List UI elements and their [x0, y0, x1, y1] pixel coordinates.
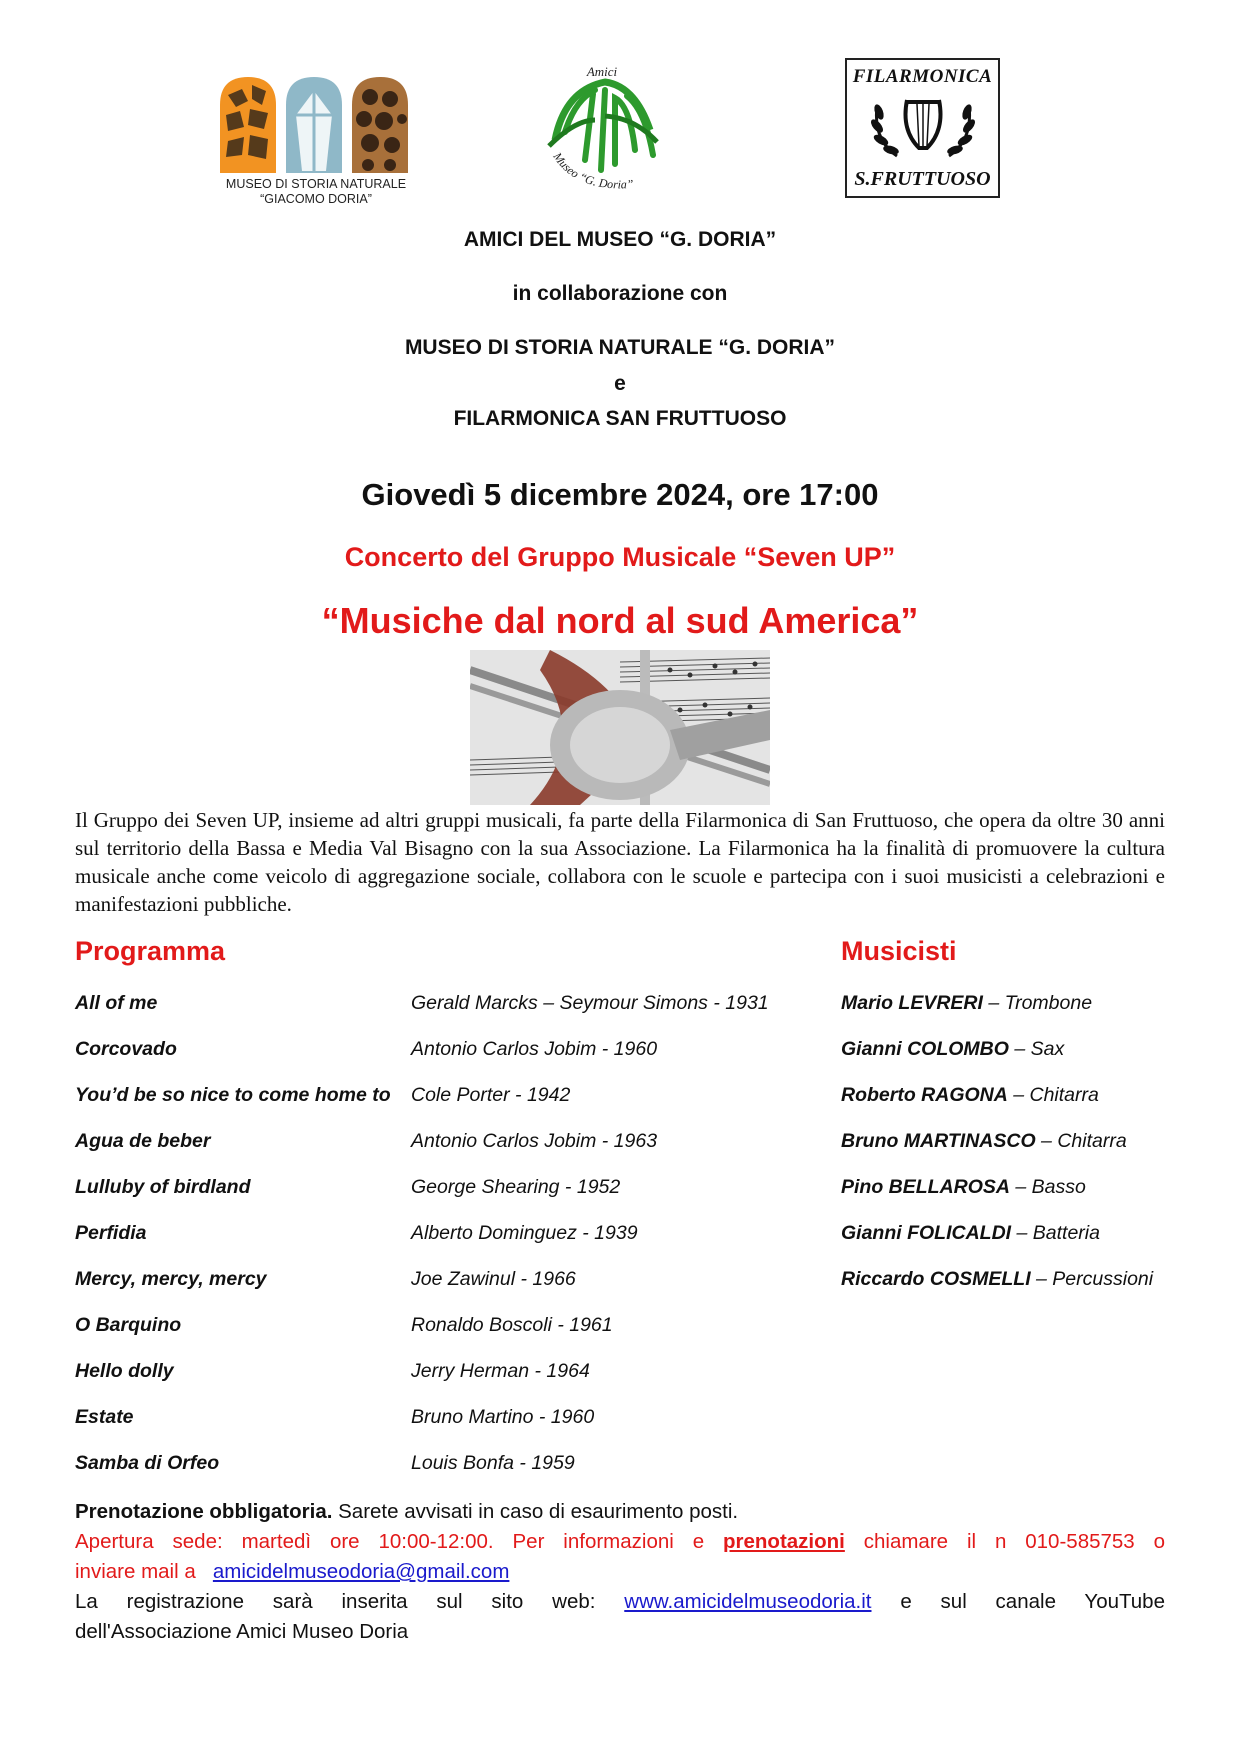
- mail-line: inviare mail a amicidelmuseodoria@gmail.com: [75, 1560, 510, 1583]
- program-song: All of me: [75, 992, 158, 1014]
- program-song: Hello dolly: [75, 1360, 174, 1382]
- program-author: Louis Bonfa - 1959: [411, 1452, 575, 1474]
- filarmonica-logo-bottom: S.FRUTTUOSO: [854, 168, 991, 190]
- program-song: Samba di Orfeo: [75, 1452, 220, 1474]
- website-link[interactable]: www.amicidelmuseodoria.it: [624, 1590, 872, 1613]
- program-author: Joe Zawinul - 1966: [411, 1268, 576, 1290]
- amici-logo: [535, 60, 670, 195]
- musician-row: Roberto RAGONA – Chitarra: [841, 1084, 1099, 1106]
- program-author: George Shearing - 1952: [411, 1176, 621, 1198]
- program-author: Jerry Herman - 1964: [411, 1360, 590, 1382]
- group-description: Il Gruppo dei Seven UP, insieme ad altri gruppi musicali, fa parte della Filarmonica di San Fruttuoso, che opera da oltre 30 anni sul territorio della Bassa e Media Val Bisagno con la sua Associazione. La Filarmonica ha la finalità di promuovere la cultura musicale anche come veicolo di aggregazione sociale, collabora con le scuole e partecipa con i suoi musicisti a celebrazioni e manifestazioni pubbliche.: [75, 808, 1165, 916]
- opening-line: Apertura sede: martedì ore 10:00-12:00. Per informazioni e prenotazioni chiamare il n 010-585753 o: [75, 1530, 1165, 1553]
- musician-row: Mario LEVRERI – Trombone: [841, 992, 1093, 1014]
- programma-title: Programma: [75, 936, 226, 966]
- concert-subtitle: “Musiche dal nord al sud America”: [321, 600, 919, 641]
- email-link[interactable]: amicidelmuseodoria@gmail.com: [212, 1560, 510, 1583]
- program-song: Mercy, mercy, mercy: [75, 1268, 267, 1290]
- program-author: Cole Porter - 1942: [411, 1084, 571, 1106]
- event-date: Giovedì 5 dicembre 2024, ore 17:00: [361, 477, 879, 512]
- registration-line: La registrazione sarà inserita sul sito web: www.amicidelmuseodoria.it e sul canale YouTube: [75, 1590, 1165, 1613]
- header-line1: AMICI DEL MUSEO “G. DORIA”: [463, 228, 777, 251]
- program-song: Agua de beber: [75, 1130, 211, 1152]
- museo-logo: [218, 75, 414, 210]
- program-author: Antonio Carlos Jobim - 1963: [411, 1130, 658, 1152]
- program-song: O Barquino: [75, 1314, 182, 1336]
- svg-text:Amici: Amici: [586, 64, 618, 79]
- amici-plant-logo-icon: [535, 60, 670, 195]
- header-line5: FILARMONICA SAN FRUTTUOSO: [453, 407, 787, 430]
- musicisti-title: Musicisti: [841, 936, 957, 966]
- program-song: Perfidia: [75, 1222, 147, 1244]
- musician-row: Pino BELLAROSA – Basso: [841, 1176, 1086, 1198]
- museo-logo-caption: MUSEO DI STORIA NATURALE “GIACOMO DORIA”: [225, 177, 407, 206]
- registration-line-2: dell'Associazione Amici Museo Doria: [75, 1620, 409, 1643]
- filarmonica-logo-top: FILARMONICA: [852, 66, 993, 87]
- program-song: Estate: [75, 1406, 134, 1428]
- program-author: Gerald Marcks – Seymour Simons - 1931: [411, 992, 769, 1014]
- svg-text:Museo “G. Doria”: Museo “G. Doria”: [550, 149, 634, 192]
- program-song: Corcovado: [75, 1038, 177, 1060]
- header-line2: in collaborazione con: [512, 282, 728, 305]
- header-line3: MUSEO DI STORIA NATURALE “G. DORIA”: [404, 336, 836, 359]
- musician-row: Gianni COLOMBO – Sax: [841, 1038, 1065, 1060]
- program-author: Ronaldo Boscoli - 1961: [411, 1314, 613, 1336]
- booking-line: Prenotazione obbligatoria. Sarete avvisati in caso di esaurimento posti.: [75, 1500, 739, 1523]
- program-author: Bruno Martino - 1960: [411, 1406, 595, 1428]
- musician-row: Bruno MARTINASCO – Chitarra: [841, 1130, 1127, 1152]
- program-author: Alberto Dominguez - 1939: [411, 1222, 638, 1244]
- concert-title: Concerto del Gruppo Musicale “Seven UP”: [344, 542, 896, 572]
- lyre-laurel-logo-icon: [867, 90, 979, 162]
- filarmonica-logo: [845, 58, 1000, 198]
- museum-arches-logo-icon: [218, 75, 414, 175]
- trombone-sheet-music-photo: [470, 650, 770, 805]
- musician-row: Riccardo COSMELLI – Percussioni: [841, 1268, 1154, 1290]
- musician-row: Gianni FOLICALDI – Batteria: [841, 1222, 1100, 1244]
- program-author: Antonio Carlos Jobim - 1960: [411, 1038, 658, 1060]
- prenotazioni-text: prenotazioni: [723, 1530, 845, 1553]
- program-song: You’d be so nice to come home to: [75, 1084, 391, 1106]
- header-line4: e: [614, 372, 626, 395]
- program-song: Lulluby of birdland: [75, 1176, 251, 1198]
